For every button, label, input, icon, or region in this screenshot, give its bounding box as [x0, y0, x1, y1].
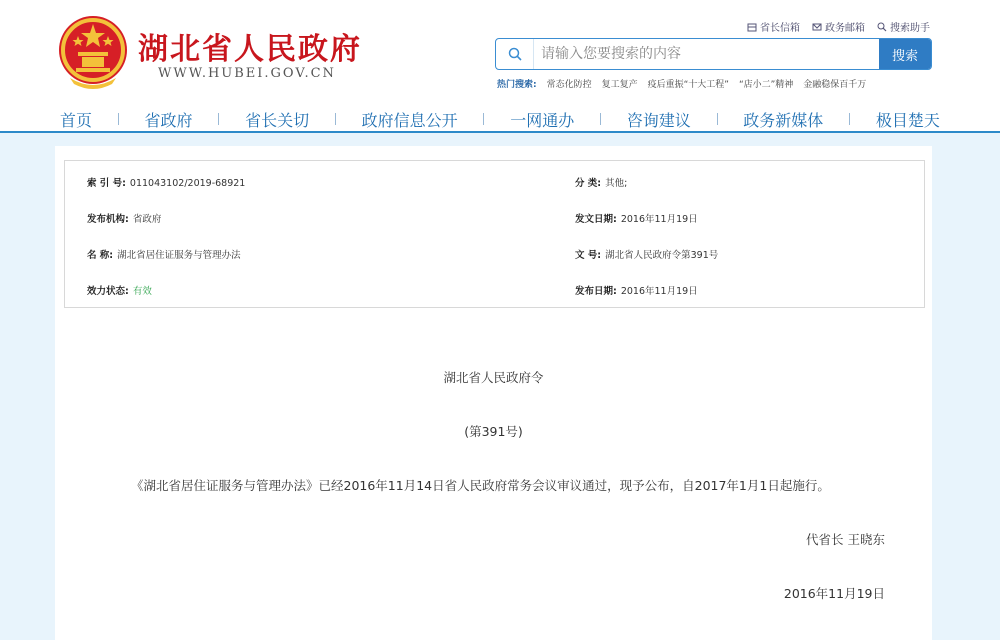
nav-item-consultation[interactable]: 咨询建议: [626, 110, 691, 130]
hot-search-item[interactable]: 疫后重振“十大工程”: [647, 80, 729, 90]
nav-divider: [118, 113, 119, 125]
governor-mailbox-link[interactable]: [747, 19, 800, 34]
meta-key: 发文日期:: [575, 214, 617, 225]
document-body: 《湖北省居住证服务与管理办法》已经2016年11月14日省人民政府常务会议审议通过，现予公布，自2017年1月1日起施行。: [131, 478, 830, 493]
national-emblem-icon[interactable]: [56, 14, 130, 90]
nav-item-home[interactable]: 首页: [60, 110, 93, 130]
gov-email-label: 政务邮箱: [825, 23, 865, 34]
meta-doc-no: [575, 247, 718, 261]
meta-row: [65, 211, 926, 231]
meta-publisher: [87, 211, 161, 225]
meta-key: 文 号:: [575, 250, 602, 261]
meta-value: 011043102/2019-68921: [129, 178, 246, 189]
search-icon: [877, 22, 887, 32]
meta-value: 湖北省居住证服务与管理办法: [117, 250, 241, 261]
hot-search-item[interactable]: “店小二”精神: [738, 80, 794, 90]
governor-mailbox-label: 省长信箱: [760, 23, 800, 34]
document-number: (第391号): [464, 424, 523, 439]
meta-value: 省政府: [132, 214, 162, 225]
meta-status: [87, 283, 152, 297]
search-assistant-label: 搜索助手: [890, 23, 930, 34]
document-meta-box: [64, 160, 925, 308]
status-badge: 有效: [132, 286, 152, 297]
nav-item-info-disclosure[interactable]: 政府信息公开: [361, 110, 458, 130]
search-box: [495, 38, 932, 70]
envelope-icon: [812, 22, 822, 32]
meta-value: 2016年11月19日: [620, 286, 698, 297]
meta-issue-date: [575, 211, 698, 225]
hot-search-item[interactable]: 金融稳保百千万: [803, 80, 867, 90]
meta-value: 湖北省人民政府令第391号: [605, 250, 719, 261]
meta-key: 索 引 号:: [87, 178, 126, 189]
main-nav: [60, 106, 940, 132]
meta-key: 效力状态:: [87, 286, 129, 297]
meta-key: 发布机构:: [87, 214, 129, 225]
nav-item-provincial-government[interactable]: 省政府: [144, 110, 193, 130]
search-icon[interactable]: [496, 39, 534, 69]
meta-row: [65, 247, 926, 267]
meta-category: [575, 175, 627, 189]
hot-search-item[interactable]: 复工复产: [601, 80, 638, 90]
document-heading: 湖北省人民政府令: [443, 370, 544, 385]
nav-divider: [849, 113, 850, 125]
document-signature: 代省长 王晓东: [806, 532, 885, 547]
gov-email-link[interactable]: [812, 19, 865, 34]
meta-index-no: [87, 175, 245, 189]
mailbox-icon: [747, 22, 757, 32]
nav-item-jimu-chutian[interactable]: 极目楚天: [875, 110, 940, 130]
meta-key: 发布日期:: [575, 286, 617, 297]
search-assistant-link[interactable]: [877, 19, 930, 34]
meta-value: 其他;: [605, 178, 628, 189]
search-button[interactable]: 搜索: [879, 39, 931, 69]
hot-search-row: [497, 77, 866, 90]
meta-key: 名 称:: [87, 250, 114, 261]
meta-name: [87, 247, 241, 261]
site-url: WWW.HUBEI.GOV.CN: [158, 66, 336, 81]
nav-divider: [717, 113, 718, 125]
nav-divider: [218, 113, 219, 125]
hot-search-item[interactable]: 常态化防控: [546, 80, 592, 90]
meta-key: 分 类:: [575, 178, 602, 189]
nav-item-governor-concerns[interactable]: 省长关切: [245, 110, 310, 130]
site-header: [0, 0, 1000, 133]
hot-search-label: 热门搜索:: [497, 80, 537, 90]
meta-value: 2016年11月19日: [620, 214, 698, 225]
article-content: [55, 146, 932, 640]
meta-publish-date: [575, 283, 698, 297]
document-date: 2016年11月19日: [783, 586, 885, 601]
search-input[interactable]: [541, 39, 871, 69]
utility-links: [747, 19, 930, 34]
nav-divider: [600, 113, 601, 125]
site-title[interactable]: 湖北省人民政府: [138, 32, 362, 67]
nav-divider: [483, 113, 484, 125]
nav-item-one-stop-service[interactable]: 一网通办: [510, 110, 575, 130]
meta-row: [65, 175, 926, 195]
nav-item-new-media[interactable]: 政务新媒体: [743, 110, 824, 130]
nav-divider: [335, 113, 336, 125]
meta-row: [65, 283, 926, 303]
